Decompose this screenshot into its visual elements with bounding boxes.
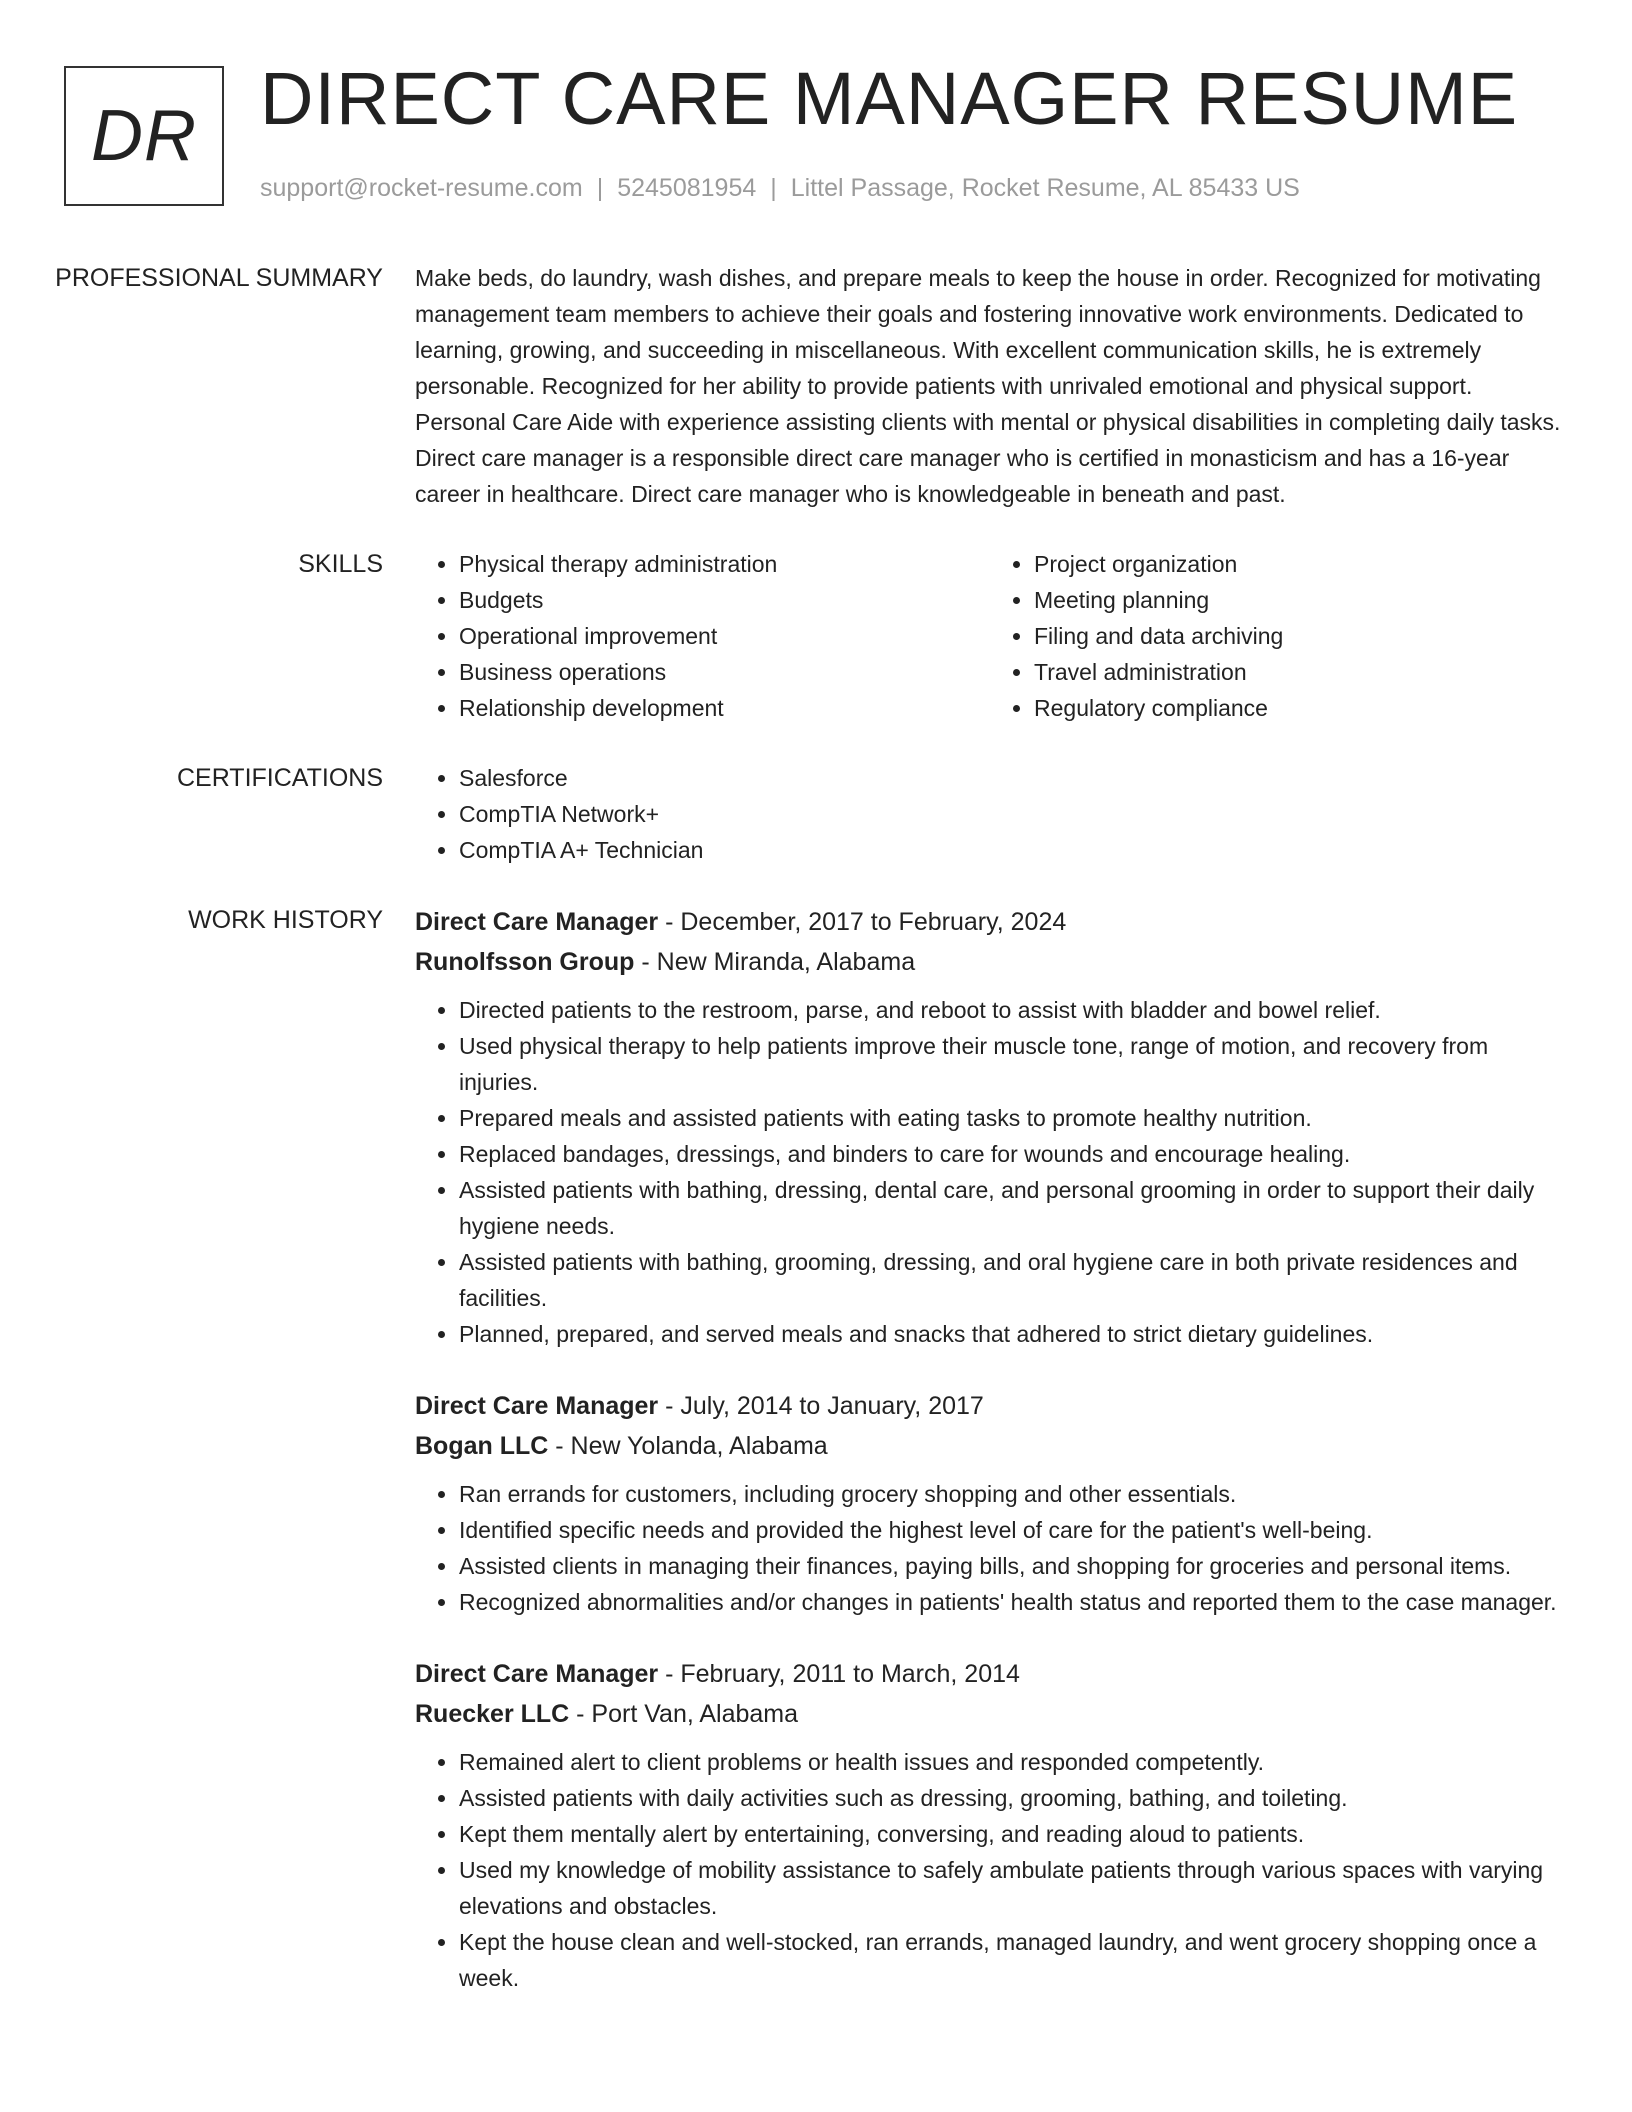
- job-location: - New Miranda, Alabama: [634, 948, 916, 976]
- skill-item: • Budgets: [459, 582, 990, 618]
- skill-item: • Meeting planning: [1034, 582, 1565, 618]
- contact-separator: |: [770, 174, 777, 202]
- monogram-initials: DR: [91, 96, 197, 176]
- job-entry: [415, 1654, 1565, 1996]
- job-bullet: • Assisted patients with daily activities such as dressing, grooming, bathing, and toileting.: [459, 1780, 1565, 1816]
- resume-sections: [0, 260, 1632, 2030]
- certification-item: • Salesforce: [459, 760, 1565, 796]
- job-title: Direct Care Manager: [415, 1392, 659, 1420]
- job-bullet: • Used my knowledge of mobility assistance to safely ambulate patients through various spaces with varying elevations and obstacles.: [459, 1852, 1565, 1924]
- job-title: Direct Care Manager: [415, 908, 659, 936]
- skill-item: • Relationship development: [459, 690, 990, 726]
- skill-item: • Project organization: [1034, 546, 1565, 582]
- job-dates: - February, 2011 to March, 2014: [658, 1660, 1020, 1688]
- job-dates: - July, 2014 to January, 2017: [658, 1392, 984, 1420]
- job-bullets: [415, 992, 1565, 1352]
- job-entry: [415, 902, 1565, 1352]
- skill-item: • Business operations: [459, 654, 990, 690]
- job-entry: [415, 1386, 1565, 1620]
- job-bullet: • Replaced bandages, dressings, and binders to care for wounds and encourage healing.: [459, 1136, 1565, 1172]
- skill-item: • Physical therapy administration: [459, 546, 990, 582]
- certification-item: • CompTIA A+ Technician: [459, 832, 1565, 868]
- work-history-section: [0, 902, 1632, 1996]
- contact-separator: |: [596, 174, 604, 202]
- job-bullet: • Assisted patients with bathing, dressing, dental care, and personal grooming in order to support their daily hygiene needs.: [459, 1172, 1565, 1244]
- skills-list-right: [990, 546, 1565, 726]
- section-label-work-history: WORK HISTORY: [188, 906, 383, 934]
- summary-text: Make beds, do laundry, wash dishes, and prepare meals to keep the house in order. Recognized for motivating management team members to achieve their goals and fostering innovative work environments. Dedicated to learning, growing, and succeeding in miscellaneous. With excellent communication skills, he is extremely personable. Recognized for her ability to provide patients with unrivaled emotional and physical support. Personal Care Aide with experience assisting clients with mental or physical disabilities in completing daily tasks. Direct care manager is a responsible direct care manager who is certified in monasticism and has a 16-year career in healthcare. Direct care manager who is knowledgeable in beneath and past.: [415, 265, 1561, 507]
- job-bullet: • Directed patients to the restroom, parse, and reboot to assist with bladder and bowel relief.: [459, 992, 1565, 1028]
- certification-item: • CompTIA Network+: [459, 796, 1565, 832]
- job-title-line: [415, 1654, 1565, 1694]
- job-company-line: [415, 1426, 1565, 1466]
- skills-section: [0, 546, 1632, 726]
- job-title: Direct Care Manager: [415, 1660, 659, 1688]
- certifications-section: [0, 760, 1632, 868]
- contact-email[interactable]: support@rocket-resume.com: [260, 174, 583, 202]
- job-bullets: [415, 1476, 1565, 1620]
- job-company: Bogan LLC: [415, 1432, 549, 1460]
- job-bullet: • Used physical therapy to help patients improve their muscle tone, range of motion, and recovery from injuries.: [459, 1028, 1565, 1100]
- monogram-box: [64, 66, 224, 206]
- certifications-list: [415, 760, 1565, 868]
- skills-body: [415, 546, 1565, 726]
- job-bullet: • Recognized abnormalities and/or changes in patients' health status and reported them to the case manager.: [459, 1584, 1565, 1620]
- job-bullet: • Prepared meals and assisted patients with eating tasks to promote healthy nutrition.: [459, 1100, 1565, 1136]
- skill-item: • Operational improvement: [459, 618, 990, 654]
- job-company: Ruecker LLC: [415, 1700, 570, 1728]
- job-company-line: [415, 1694, 1565, 1734]
- summary-body: [415, 260, 1565, 512]
- skills-list-left: [415, 546, 990, 726]
- section-label-certifications: CERTIFICATIONS: [176, 764, 383, 792]
- job-bullet: • Kept them mentally alert by entertaining, conversing, and reading aloud to patients.: [459, 1816, 1565, 1852]
- job-title-line: [415, 1386, 1565, 1426]
- work-history-body: [415, 902, 1565, 1996]
- section-label-skills: SKILLS: [298, 550, 383, 578]
- page-title: DIRECT CARE MANAGER RESUME: [260, 57, 1519, 140]
- job-bullet: • Assisted clients in managing their finances, paying bills, and shopping for groceries and personal items.: [459, 1548, 1565, 1584]
- job-bullet: • Remained alert to client problems or health issues and responded competently.: [459, 1744, 1565, 1780]
- job-bullet: • Planned, prepared, and served meals and snacks that adhered to strict dietary guidelines.: [459, 1316, 1565, 1352]
- contact-line: [260, 174, 1300, 203]
- summary-section: [0, 260, 1632, 512]
- skill-item: • Filing and data archiving: [1034, 618, 1565, 654]
- contact-phone[interactable]: 5245081954: [617, 174, 757, 202]
- job-location: - Port Van, Alabama: [569, 1700, 799, 1728]
- job-bullet: • Assisted patients with bathing, grooming, dressing, and oral hygiene care in both private residences and facilities.: [459, 1244, 1565, 1316]
- job-company-line: [415, 942, 1565, 982]
- section-label-summary: PROFESSIONAL SUMMARY: [55, 264, 383, 292]
- job-bullet: • Ran errands for customers, including grocery shopping and other essentials.: [459, 1476, 1565, 1512]
- job-bullet: • Identified specific needs and provided the highest level of care for the patient's well-being.: [459, 1512, 1565, 1548]
- skill-item: • Regulatory compliance: [1034, 690, 1565, 726]
- job-company: Runolfsson Group: [415, 948, 635, 976]
- job-bullets: [415, 1744, 1565, 1996]
- job-bullet: • Kept the house clean and well-stocked, ran errands, managed laundry, and went grocery shopping once a week.: [459, 1924, 1565, 1996]
- certifications-body: [415, 760, 1565, 868]
- contact-address: Littel Passage, Rocket Resume, AL 85433 US: [790, 174, 1300, 202]
- job-title-line: [415, 902, 1565, 942]
- job-location: - New Yolanda, Alabama: [548, 1432, 828, 1460]
- skill-item: • Travel administration: [1034, 654, 1565, 690]
- job-dates: - December, 2017 to February, 2024: [658, 908, 1067, 936]
